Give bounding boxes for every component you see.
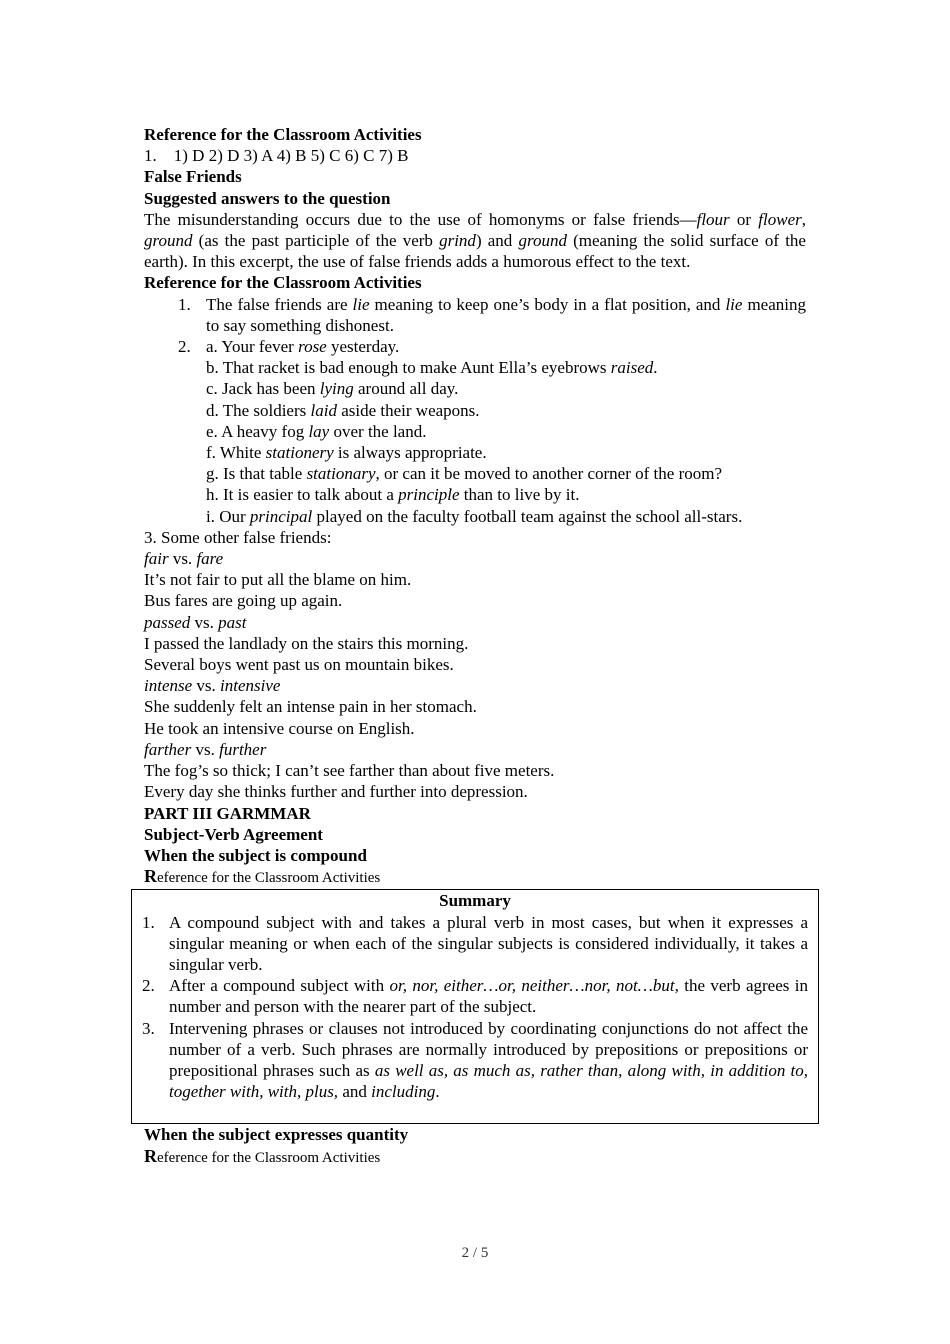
example-sentence: b. That racket is bad enough to make Aunt Ella’s eyebrows raised.	[206, 358, 658, 378]
page-number: 2 / 5	[461, 1245, 489, 1261]
example-sentence: Bus fares are going up again.	[144, 591, 343, 611]
word-pair: farther vs. further	[144, 739, 267, 759]
example-sentence: She suddenly felt an intense pain in her stomach.	[144, 697, 477, 717]
word-pair: intense vs. intensive	[144, 676, 281, 696]
subsection-heading: When the subject is compound	[144, 845, 367, 865]
word-pair: passed vs. past	[144, 612, 247, 632]
example-sentence: f. White stationery is always appropriate.	[206, 443, 487, 463]
summary-item: 3. Intervening phrases or clauses not introduced by coordinating conjunctions do not affect the number of a verb. Such phrases are normally introduced by prepositions or prepositions or prepositional phrases such as as well as, as much as, rather than, along with, in addition to, together with, with, plus, and including.	[142, 1018, 808, 1102]
example-sentence: e. A heavy fog lay over the land.	[206, 421, 427, 441]
part-heading: PART III GARMMAR	[144, 803, 311, 823]
list-number: 1.	[144, 146, 157, 166]
example-sentence: The fog’s so thick; I can’t see farther than about five meters.	[144, 761, 555, 781]
example-sentence: Every day she thinks further and further into depression.	[144, 782, 528, 802]
paragraph: The misunderstanding occurs due to the use of homonyms or false friends—flour or flower, ground (as the past participle of the verb grind) and ground (meaning the solid surface of the earth). In this excerpt, the use of false friends adds a humorous effect to the text.	[144, 209, 806, 272]
summary-item: 2. After a compound subject with or, nor, either…or, neither…nor, not…but, the verb agrees in number and person with the nearer part of the subject.	[142, 976, 808, 1017]
word-pair: fair vs. fare	[144, 549, 224, 569]
summary-item: 1. A compound subject with and takes a plural verb in most cases, but when it expresses a singular meaning or when each of the singular subjects is considered individually, it takes a singular verb.	[142, 912, 808, 974]
section-heading: Reference for the Classroom Activities	[144, 273, 422, 293]
list-item: 1. The false friends are lie meaning to keep one’s body in a flat position, and lie meaning to say something dishonest.	[178, 294, 806, 335]
section-heading: Subject-Verb Agreement	[144, 824, 323, 844]
example-sentence: It’s not fair to put all the blame on him.	[144, 570, 412, 590]
example-sentence: c. Jack has been lying around all day.	[206, 379, 459, 399]
subsection-heading: When the subject expresses quantity	[144, 1125, 409, 1145]
answer-list: 1) D 2) D 3) A 4) B 5) C 6) C 7) B	[173, 146, 409, 166]
subsection-heading: Suggested answers to the question	[144, 188, 391, 208]
section-heading: Reference for the Classroom Activities	[144, 125, 422, 144]
reference-label: Reference for the Classroom Activities	[144, 1145, 381, 1166]
document-page	[144, 124, 806, 1169]
list-intro: 3. Some other false friends:	[144, 527, 332, 547]
example-sentence: He took an intensive course on English.	[144, 718, 415, 738]
example-sentence: h. It is easier to talk about a principle than to live by it.	[206, 485, 580, 505]
section-heading: False Friends	[144, 167, 242, 187]
summary-title: Summary	[439, 891, 511, 911]
answer-key	[144, 145, 806, 166]
example-sentence: g. Is that table stationary, or can it be moved to another corner of the room?	[206, 464, 722, 484]
example-sentence: Several boys went past us on mountain bikes.	[144, 655, 454, 675]
example-sentence: i. Our principal played on the faculty football team against the school all-stars.	[206, 506, 743, 526]
example-sentence: I passed the landlady on the stairs this morning.	[144, 633, 469, 653]
example-sentence: d. The soldiers laid aside their weapons.	[206, 400, 480, 420]
reference-label: Reference for the Classroom Activities	[144, 866, 381, 887]
summary-box	[131, 889, 819, 1124]
list-item: 2. a. Your fever rose yesterday.	[178, 337, 400, 357]
